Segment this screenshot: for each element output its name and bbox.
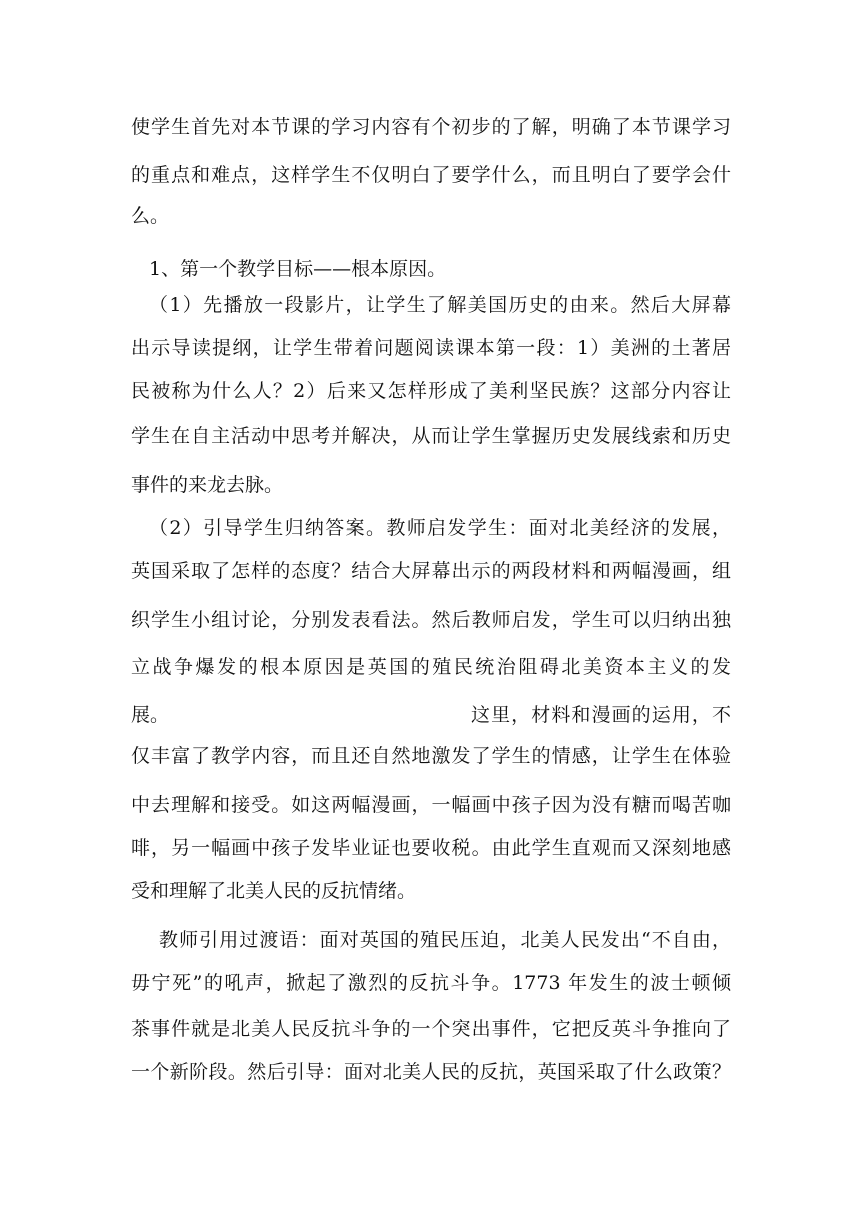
text-line-20: 毋宁死”的吼声，掀起了激烈的反抗斗争。1773 年发生的波士顿倾 [131,972,731,994]
text-line-3: 么。 [131,205,170,227]
text-line-15: 仅丰富了教学内容，而且还自然地激发了学生的情感，让学生在体验 [131,745,731,767]
text-line-10: （2）引导学生归纳答案。教师启发学生：面对北美经济的发展， [149,517,731,539]
text-line-13: 立战争爆发的根本原因是英国的殖民统治阻碍北美资本主义的发 [131,656,731,678]
text-line-2: 的重点和难点，这样学生不仅明白了要学什么，而且明白了要学会什 [131,164,731,186]
text-line-7: 民被称为什么人？2）后来又怎样形成了美利坚民族？这部分内容让 [131,380,731,402]
section-heading: 1、第一个教学目标——根本原因。 [149,258,447,280]
text-line-17: 啡，另一幅画中孩子发毕业证也要收税。由此学生直观而又深刻地感 [131,837,731,859]
text-line-14-right: 这里，材料和漫画的运用，不 [471,704,731,726]
text-line-22: 一个新阶段。然后引导：面对北美人民的反抗，英国采取了什么政策？ [131,1061,731,1083]
text-line-21: 茶事件就是北美人民反抗斗争的一个突出事件，它把反英斗争推向了 [131,1018,731,1040]
text-line-16: 中去理解和接受。如这两幅漫画，一幅画中孩子因为没有糖而喝苦咖 [131,794,731,816]
text-line-1: 使学生首先对本节课的学习内容有个初步的了解，明确了本节课学习 [131,116,731,138]
text-line-11: 英国采取了怎样的态度？结合大屏幕出示的两段材料和两幅漫画，组 [131,560,731,582]
text-line-12: 织学生小组讨论，分别发表看法。然后教师启发，学生可以归纳出独 [131,609,731,631]
text-line-18: 受和理解了北美人民的反抗情绪。 [131,880,417,902]
text-line-8: 学生在自主活动中思考并解决，从而让学生掌握历史发展线索和历史 [131,425,731,447]
text-line-14-left: 展。 [131,704,170,726]
text-line-19: 教师引用过渡语：面对英国的殖民压迫，北美人民发出“不自由， [159,929,731,951]
text-line-5: （1）先播放一段影片，让学生了解美国历史的由来。然后大屏幕 [149,294,731,316]
text-line-9: 事件的来龙去脉。 [131,474,284,496]
text-line-6: 出示导读提纲，让学生带着问题阅读课本第一段：1）美洲的土著居 [131,337,731,359]
